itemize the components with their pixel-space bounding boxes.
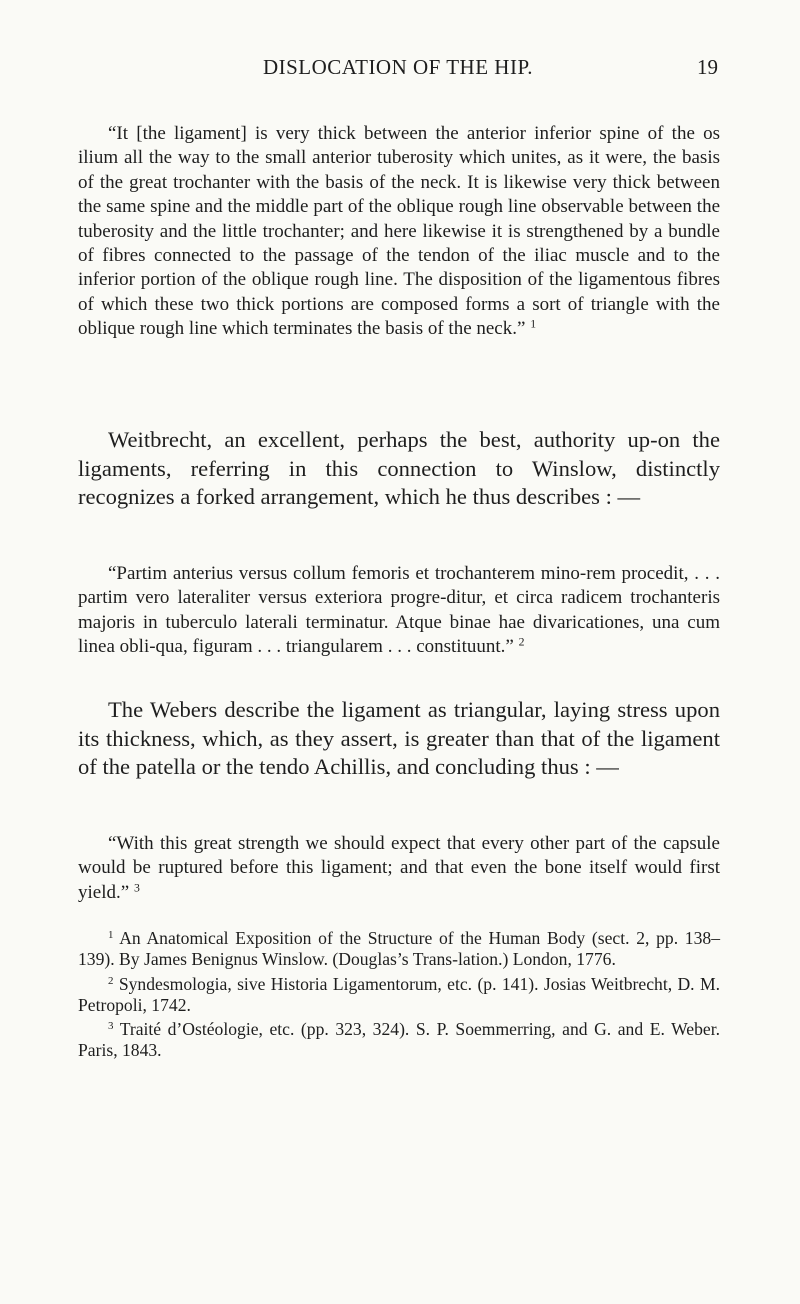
footnote-2-text: Syndesmologia, sive Historia Ligamentorum, etc. (p. 141). Josias Weitbrecht, D. M. Petropoli, 1742. — [78, 973, 720, 1015]
paragraph-weitbrecht — [78, 426, 720, 512]
footnote-ref-1: 1 — [530, 317, 537, 331]
paragraph-webers — [78, 696, 720, 782]
paragraph-webers-text: The Webers describe the ligament as triangular, laying stress upon its thickness, which, as they assert, is greater than that of the ligament of the patella or the tendo Achillis, and concluding thus : — — [78, 697, 720, 779]
footnote-ref-3: 3 — [133, 881, 140, 895]
footnote-2-number: 2 — [108, 974, 114, 987]
page-number: 19 — [697, 55, 718, 79]
running-title: DISLOCATION OF THE HIP. — [262, 55, 534, 79]
footnote-1 — [78, 928, 720, 971]
footnote-3-number: 3 — [108, 1020, 114, 1033]
paragraph-weitbrecht-text: Weitbrecht, an excellent, perhaps the best, authority up-on the ligaments, referring in this connection to Winslow, distinctly recognizes a forked arrangement, which he thus describes : — — [78, 427, 720, 509]
footnote-1-text: An Anatomical Exposition of the Structure of the Human Body (sect. 2, pp. 138–139). By James Benignus Winslow. (Douglas’s Trans-lation.) London, 1776. — [78, 928, 720, 970]
footnote-ref-2: 2 — [518, 635, 525, 649]
quote-weitbrecht — [78, 562, 720, 660]
footnote-3 — [78, 1019, 720, 1062]
quote-winslow — [78, 122, 720, 342]
footnote-3-text: Traité d’Ostéologie, etc. (pp. 323, 324). S. P. Soemmerring, and G. and E. Weber. Paris, 1843. — [78, 1019, 720, 1061]
footnote-1-number: 1 — [108, 929, 114, 941]
running-head — [78, 52, 718, 82]
quote-webers-text: “With this great strength we should expect that every other part of the capsule would be ruptured before this ligament; and that even the bone itself would first yield.” — [78, 833, 720, 903]
footnotes — [78, 928, 720, 1065]
quote-winslow-text: “It [the ligament] is very thick between the anterior inferior spine of the os ilium all the way to the small anterior tuberosity which unites, as it were, the basis of the great trochanter with the basis of the neck. It is likewise very thick between the same spine and the middle part of the oblique rough line observable between the tuberosity and the little trochanter; and here likewise it is strengthened by a bundle of fibres connected to the passage of the tendon of the iliac muscle and to the inferior portion of the oblique rough line. The disposition of the ligamentous fibres of which these two thick portions are composed forms a sort of triangle with the oblique rough line which terminates the basis of the neck.” — [78, 123, 720, 340]
quote-weitbrecht-text: “Partim anterius versus collum femoris et trochanterem mino-rem procedit, . . . partim vero lateraliter versus exteriora progre-ditur, et circa radicem trochanteris majoris in tuberculo laterali terminatur. Atque binae hae divaricationes, una cum linea obli-qua, figuram . . . triangularem . . . constituunt.” — [78, 563, 720, 658]
footnote-2 — [78, 974, 720, 1017]
quote-webers — [78, 832, 720, 905]
